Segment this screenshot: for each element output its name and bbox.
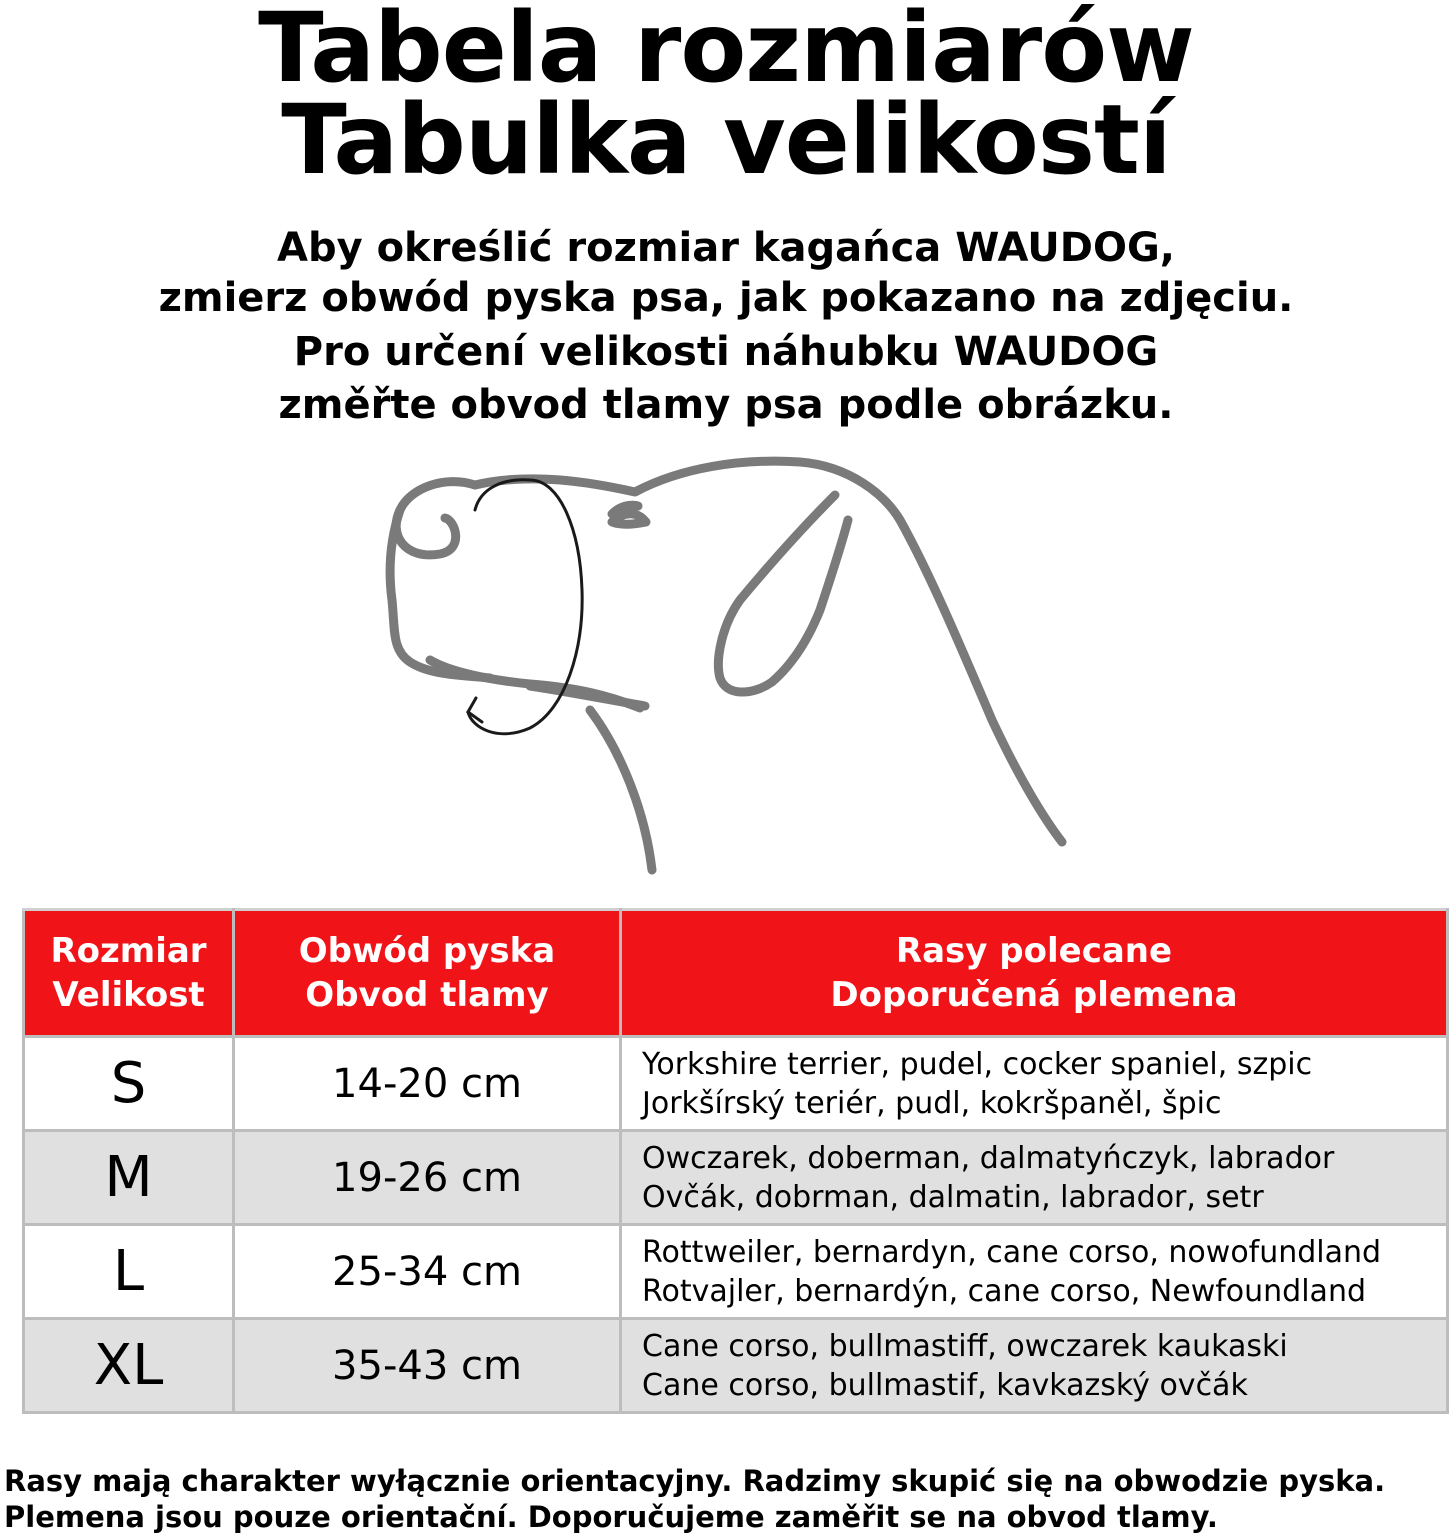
dog-outline-face — [390, 510, 490, 678]
breeds-value — [621, 1131, 1448, 1225]
table-row — [24, 1037, 1448, 1131]
size-value: S — [24, 1037, 234, 1131]
breeds-pl: Rottweiler, bernardyn, cane corso, nowofundland — [642, 1234, 1382, 1270]
header-breeds-pl: Rasy polecane — [895, 931, 1173, 971]
range-value: 25-34 cm — [234, 1225, 621, 1319]
table-header-row — [24, 910, 1448, 1037]
header-range-cz: Obvod tlamy — [305, 975, 549, 1015]
breeds-value — [621, 1319, 1448, 1413]
breeds-cz: Rotvajler, bernardýn, cane corso, Newfoundland — [642, 1273, 1366, 1309]
size-value: M — [24, 1131, 234, 1225]
size-table — [22, 908, 1449, 1414]
breeds-cz: Cane corso, bullmastif, kavkazský ovčák — [642, 1367, 1248, 1403]
size-value: L — [24, 1225, 234, 1319]
header-breeds — [621, 910, 1448, 1037]
breeds-pl: Owczarek, doberman, dalmatyńczyk, labrador — [642, 1140, 1335, 1176]
breeds-value — [621, 1225, 1448, 1319]
title-polish: Tabela rozmiarów — [258, 0, 1194, 104]
footer-note-czech: Plemena jsou pouze orientační. Doporučujeme zaměřit se na obvod tlamy. — [4, 1500, 1218, 1534]
range-value: 19-26 cm — [234, 1131, 621, 1225]
header-breeds-cz: Doporučená plemena — [830, 975, 1238, 1015]
header-size-pl: Rozmiar — [50, 931, 207, 971]
range-value: 35-43 cm — [234, 1319, 621, 1413]
breeds-value — [621, 1037, 1448, 1131]
range-value: 14-20 cm — [234, 1037, 621, 1131]
breeds-cz: Jorkšírský teriér, pudl, kokršpaněl, špic — [642, 1085, 1222, 1121]
dog-outline-ear — [718, 495, 848, 692]
header-size — [24, 910, 234, 1037]
intro-line-3: Pro určení velikosti náhubku WAUDOG — [293, 329, 1159, 375]
size-value: XL — [24, 1319, 234, 1413]
breeds-pl: Cane corso, bullmastiff, owczarek kaukaski — [642, 1328, 1288, 1364]
table-row — [24, 1131, 1448, 1225]
table-row — [24, 1319, 1448, 1413]
header-size-cz: Velikost — [52, 975, 205, 1015]
dog-outline-neck-front — [590, 710, 652, 870]
header-range-pl: Obwód pyska — [298, 931, 556, 971]
intro-line-1: Aby określić rozmiar kagańca WAUDOG, — [276, 225, 1175, 271]
breeds-pl: Yorkshire terrier, pudel, cocker spaniel, szpic — [642, 1046, 1313, 1082]
dog-outline-head — [475, 461, 1062, 842]
intro-line-4: změřte obvod tlamy psa podle obrázku. — [278, 382, 1174, 428]
footer-note-polish: Rasy mają charakter wyłącznie orientacyjny. Radzimy skupić się na obwodzie pyska. — [4, 1464, 1386, 1498]
intro-line-2: zmierz obwód pyska psa, jak pokazano na zdjęciu. — [158, 275, 1294, 321]
dog-outline-snout — [396, 482, 475, 555]
title-czech: Tabulka velikostí — [281, 84, 1171, 196]
header-range — [234, 910, 621, 1037]
dog-head-illustration — [380, 450, 1080, 890]
breeds-cz: Ovčák, dobrman, dalmatin, labrador, setr — [642, 1179, 1264, 1215]
table-row — [24, 1225, 1448, 1319]
